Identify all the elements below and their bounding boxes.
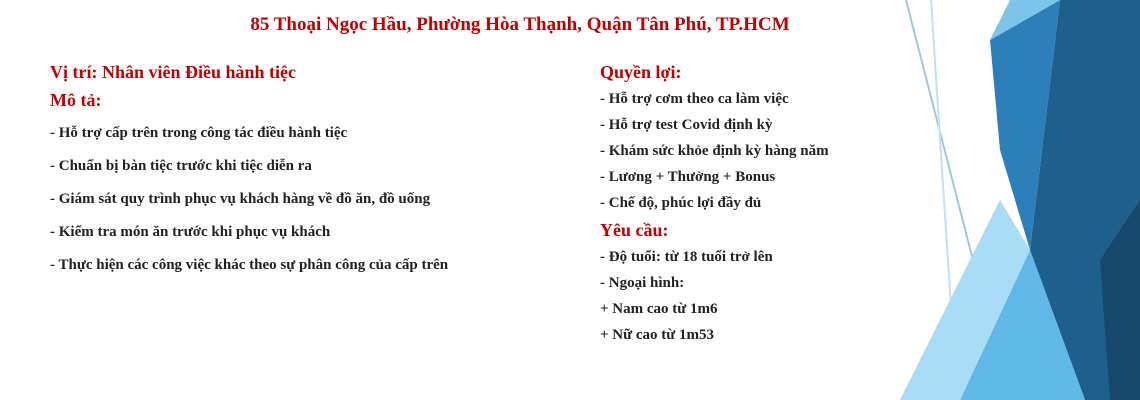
benefit-item: - Hỗ trợ cơm theo ca làm việc (600, 91, 789, 107)
requirement-item: - Ngoại hình: (600, 275, 685, 291)
description-item: - Chuẩn bị bàn tiệc trước khi tiệc diễn ra (50, 158, 312, 174)
description-item: - Giám sát quy trình phục vụ khách hàng về đồ ăn, đồ uống (50, 191, 431, 207)
benefit-item: - Lương + Thưởng + Bonus (600, 169, 776, 185)
benefit-item: - Chế độ, phúc lợi đầy đủ (600, 195, 762, 211)
description-item: - Kiểm tra món ăn trước khi phục vụ khách (50, 224, 331, 240)
requirement-item: + Nam cao từ 1m6 (600, 301, 718, 317)
requirement-item: + Nữ cao từ 1m53 (600, 327, 715, 343)
job-description-column (50, 62, 590, 289)
address-line: 85 Thoại Ngọc Hầu, Phường Hòa Thạnh, Quận Tân Phú, TP.HCM (250, 14, 790, 35)
description-item: - Thực hiện các công việc khác theo sự phân công của cấp trên (50, 257, 449, 273)
requirements-heading: Yêu cầu: (600, 220, 669, 240)
position-title: Vị trí: Nhân viên Điều hành tiệc (50, 62, 297, 82)
benefits-heading: Quyền lợi: (600, 62, 682, 82)
description-item: - Hỗ trợ cấp trên trong công tác điều hành tiệc (50, 125, 348, 141)
benefit-item: - Khám sức khỏe định kỳ hàng năm (600, 143, 829, 159)
description-heading: Mô tả: (50, 90, 102, 110)
requirement-item: - Độ tuổi: từ 18 tuổi trở lên (600, 249, 773, 265)
benefits-requirements-column (600, 62, 930, 352)
benefit-item: - Hỗ trợ test Covid định kỳ (600, 117, 773, 133)
